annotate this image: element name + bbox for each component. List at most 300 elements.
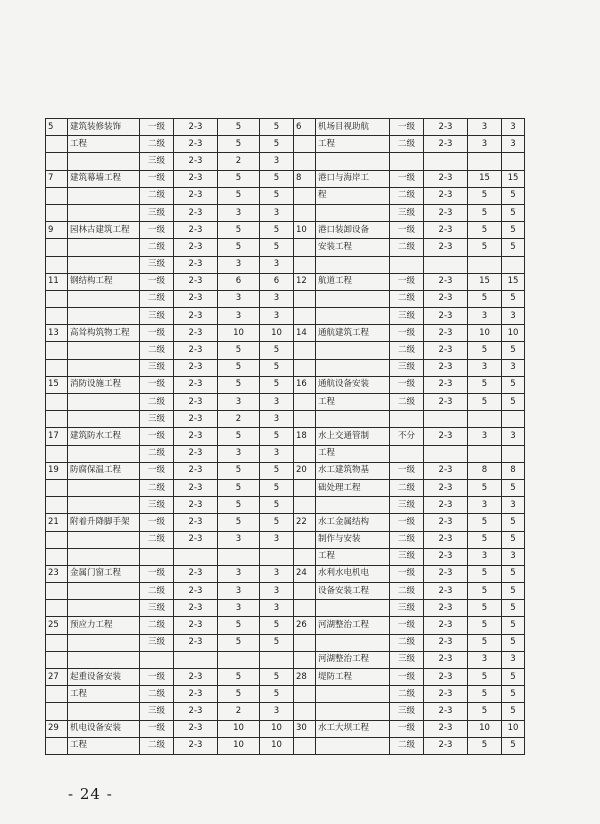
table-cell: 2-3 [424, 479, 468, 496]
table-cell: 3 [260, 290, 294, 307]
table-cell: 7 [46, 170, 68, 187]
table-cell: 5 [502, 204, 525, 221]
table-row [46, 187, 525, 204]
table-cell [294, 153, 316, 170]
table-cell: 5 [502, 669, 525, 686]
table-cell: 二级 [390, 686, 424, 703]
table-cell: 制作与安装 [316, 531, 390, 548]
table-cell: 不分 [390, 428, 424, 445]
table-cell: 9 [46, 222, 68, 239]
table-cell: 25 [46, 617, 68, 634]
table-cell: 设备安装工程 [316, 583, 390, 600]
table-cell [294, 308, 316, 325]
table-cell: 5 [218, 514, 260, 531]
table-cell: 三级 [390, 359, 424, 376]
table-cell: 5 [218, 634, 260, 651]
table-cell: 5 [468, 703, 502, 720]
table-row [46, 686, 525, 703]
table-cell: 一级 [140, 119, 174, 136]
table-cell: 2-3 [424, 394, 468, 411]
table-cell [294, 359, 316, 376]
table-cell: 钢结构工程 [68, 273, 140, 290]
table-cell: 3 [502, 308, 525, 325]
table-cell [46, 634, 68, 651]
table-cell: 三级 [390, 497, 424, 514]
table-row [46, 651, 525, 668]
table-cell: 一级 [390, 462, 424, 479]
table-cell: 三级 [390, 600, 424, 617]
table-cell: 2-3 [174, 583, 218, 600]
table-cell: 5 [218, 170, 260, 187]
table-cell: 5 [260, 222, 294, 239]
table-cell: 2-3 [424, 669, 468, 686]
table-cell: 二级 [140, 737, 174, 754]
table-cell [46, 531, 68, 548]
table-cell: 2-3 [174, 497, 218, 514]
table-cell: 2-3 [424, 342, 468, 359]
table-cell [294, 445, 316, 462]
table-cell: 5 [218, 119, 260, 136]
table-cell [294, 394, 316, 411]
table-cell: 3 [468, 428, 502, 445]
table-cell: 高耸构筑物工程 [68, 325, 140, 342]
table-cell [294, 634, 316, 651]
table-cell: 水工大坝工程 [316, 720, 390, 737]
table-cell: 5 [468, 600, 502, 617]
table-cell: 3 [218, 583, 260, 600]
table-cell: 2-3 [174, 703, 218, 720]
table-cell: 5 [260, 497, 294, 514]
table-cell: 2-3 [174, 565, 218, 582]
table-cell: 2-3 [424, 204, 468, 221]
table-cell: 10 [294, 222, 316, 239]
table-cell [46, 737, 68, 754]
table-cell: 2 [218, 153, 260, 170]
table-cell: 3 [218, 565, 260, 582]
table-cell: 二级 [140, 583, 174, 600]
table-row [46, 720, 525, 737]
table-cell: 3 [218, 394, 260, 411]
table-cell: 一级 [140, 376, 174, 393]
table-cell: 2-3 [174, 325, 218, 342]
table-cell: 建筑幕墙工程 [68, 170, 140, 187]
table-cell: 础处理工程 [316, 479, 390, 496]
table-cell: 11 [46, 273, 68, 290]
table-cell: 水上交通管制 [316, 428, 390, 445]
table-cell [294, 686, 316, 703]
table-cell [316, 600, 390, 617]
table-cell: 一级 [140, 514, 174, 531]
table-cell: 二级 [140, 342, 174, 359]
table-cell: 5 [46, 119, 68, 136]
table-cell: 5 [260, 462, 294, 479]
table-cell: 一级 [140, 565, 174, 582]
table-cell: 一级 [390, 720, 424, 737]
table-cell [46, 136, 68, 153]
table-cell [316, 359, 390, 376]
table-cell: 5 [468, 583, 502, 600]
table-cell: 2-3 [424, 308, 468, 325]
table-cell: 2-3 [174, 686, 218, 703]
table-cell: 15 [502, 273, 525, 290]
table-cell: 工程 [68, 136, 140, 153]
table-cell [68, 239, 140, 256]
table-cell: 5 [218, 222, 260, 239]
table-cell [294, 737, 316, 754]
table-cell: 3 [468, 136, 502, 153]
table-cell: 2-3 [424, 720, 468, 737]
table-cell: 3 [260, 600, 294, 617]
table-cell: 3 [260, 703, 294, 720]
table-cell [68, 256, 140, 273]
table-cell: 3 [468, 359, 502, 376]
table-cell [46, 411, 68, 428]
table-cell: 一级 [390, 170, 424, 187]
table-cell: 一级 [140, 720, 174, 737]
table-cell: 三级 [140, 600, 174, 617]
table-row [46, 290, 525, 307]
table-cell: 二级 [140, 136, 174, 153]
table-cell: 二级 [390, 342, 424, 359]
table-cell [316, 204, 390, 221]
table-cell: 17 [46, 428, 68, 445]
table-cell [46, 342, 68, 359]
table-cell: 一级 [140, 170, 174, 187]
table-cell: 5 [468, 686, 502, 703]
table-cell: 5 [218, 479, 260, 496]
table-cell [424, 153, 468, 170]
table-cell: 5 [218, 342, 260, 359]
table-cell: 15 [46, 376, 68, 393]
table-cell: 港口与海岸工 [316, 170, 390, 187]
table-cell: 5 [218, 669, 260, 686]
table-cell: 5 [468, 737, 502, 754]
table-cell: 航道工程 [316, 273, 390, 290]
table-cell: 2-3 [174, 376, 218, 393]
table-cell: 3 [502, 428, 525, 445]
table-cell: 机电设备安装 [68, 720, 140, 737]
table-cell: 5 [260, 187, 294, 204]
table-cell: 5 [468, 617, 502, 634]
table-cell: 2-3 [424, 239, 468, 256]
table-cell: 2-3 [174, 445, 218, 462]
table-body [46, 119, 525, 755]
table-cell: 2-3 [424, 290, 468, 307]
table-cell: 2-3 [424, 187, 468, 204]
table-cell: 5 [502, 376, 525, 393]
table-cell: 2-3 [424, 119, 468, 136]
table-cell: 2-3 [174, 342, 218, 359]
table-cell: 2-3 [174, 617, 218, 634]
table-cell: 2-3 [174, 153, 218, 170]
table-cell: 2-3 [174, 359, 218, 376]
table-cell: 2-3 [424, 703, 468, 720]
table-cell: 6 [260, 273, 294, 290]
table-cell: 一级 [140, 669, 174, 686]
table-cell [68, 153, 140, 170]
table-row [46, 376, 525, 393]
table-cell: 2-3 [174, 514, 218, 531]
table-cell: 2-3 [424, 651, 468, 668]
table-cell [390, 411, 424, 428]
table-cell: 安装工程 [316, 239, 390, 256]
table-cell: 3 [468, 497, 502, 514]
table-cell: 2-3 [174, 222, 218, 239]
table-row [46, 273, 525, 290]
table-cell: 一级 [390, 325, 424, 342]
table-cell: 2-3 [174, 256, 218, 273]
table-cell: 5 [468, 187, 502, 204]
table-cell [294, 256, 316, 273]
table-row [46, 634, 525, 651]
table-cell: 3 [260, 531, 294, 548]
table-cell: 2-3 [174, 273, 218, 290]
table-cell: 3 [468, 119, 502, 136]
table-cell: 园林古建筑工程 [68, 222, 140, 239]
table-row [46, 479, 525, 496]
table-row [46, 325, 525, 342]
table-cell: 2-3 [174, 394, 218, 411]
table-cell: 堤防工程 [316, 669, 390, 686]
table-cell: 消防设施工程 [68, 376, 140, 393]
table-cell: 3 [218, 308, 260, 325]
table-cell: 15 [468, 170, 502, 187]
table-cell: 5 [468, 290, 502, 307]
table-cell: 一级 [140, 325, 174, 342]
table-cell: 5 [502, 394, 525, 411]
table-cell [316, 290, 390, 307]
table-cell: 2-3 [174, 479, 218, 496]
table-row [46, 222, 525, 239]
table-cell: 20 [294, 462, 316, 479]
table-cell: 一级 [390, 222, 424, 239]
table-cell [68, 204, 140, 221]
table-cell: 2-3 [424, 600, 468, 617]
table-cell: 2-3 [174, 634, 218, 651]
table-cell: 通航建筑工程 [316, 325, 390, 342]
table-cell: 2-3 [174, 204, 218, 221]
table-cell: 21 [46, 514, 68, 531]
table-cell [68, 308, 140, 325]
table-row [46, 153, 525, 170]
table-cell: 5 [468, 394, 502, 411]
table-row [46, 411, 525, 428]
table-row [46, 136, 525, 153]
table-cell [46, 703, 68, 720]
table-cell [424, 256, 468, 273]
table-cell: 5 [260, 359, 294, 376]
table-cell [46, 583, 68, 600]
table-row [46, 565, 525, 582]
table-cell: 29 [46, 720, 68, 737]
table-cell: 5 [502, 290, 525, 307]
table-cell [174, 548, 218, 565]
table-row [46, 737, 525, 754]
table-cell: 二级 [390, 531, 424, 548]
table-cell: 5 [260, 342, 294, 359]
table-cell: 3 [260, 308, 294, 325]
table-cell [46, 239, 68, 256]
table-cell: 5 [502, 479, 525, 496]
table-cell: 3 [502, 359, 525, 376]
table-cell: 3 [468, 308, 502, 325]
table-cell [46, 445, 68, 462]
table-cell [294, 187, 316, 204]
table-cell: 2-3 [424, 686, 468, 703]
table-cell: 2-3 [424, 565, 468, 582]
table-cell [294, 651, 316, 668]
table-cell: 工程 [68, 686, 140, 703]
table-cell: 2-3 [174, 462, 218, 479]
table-cell: 5 [260, 170, 294, 187]
table-cell: 10 [260, 720, 294, 737]
table-cell: 一级 [390, 565, 424, 582]
table-cell [46, 308, 68, 325]
table-cell: 二级 [140, 617, 174, 634]
table-cell: 5 [468, 565, 502, 582]
table-cell [390, 256, 424, 273]
table-cell [140, 651, 174, 668]
table-cell: 二级 [390, 479, 424, 496]
table-cell [390, 153, 424, 170]
table-cell: 28 [294, 669, 316, 686]
table-cell: 10 [260, 325, 294, 342]
table-cell [68, 187, 140, 204]
table-cell: 2-3 [174, 290, 218, 307]
table-cell [294, 411, 316, 428]
table-cell: 二级 [390, 583, 424, 600]
table-cell: 2-3 [424, 583, 468, 600]
table-cell: 5 [468, 204, 502, 221]
table-cell: 预应力工程 [68, 617, 140, 634]
table-cell [68, 411, 140, 428]
table-cell [46, 153, 68, 170]
table-cell: 27 [46, 669, 68, 686]
table-cell: 2-3 [424, 531, 468, 548]
table-cell [294, 583, 316, 600]
table-cell [68, 479, 140, 496]
table-cell: 8 [502, 462, 525, 479]
table-cell: 5 [502, 600, 525, 617]
table-cell: 2-3 [174, 187, 218, 204]
table-cell: 三级 [390, 548, 424, 565]
table-cell: 5 [218, 686, 260, 703]
table-cell [46, 290, 68, 307]
table-cell: 二级 [140, 479, 174, 496]
table-cell: 10 [502, 720, 525, 737]
table-cell [502, 256, 525, 273]
table-cell [260, 548, 294, 565]
table-cell: 三级 [140, 308, 174, 325]
table-cell: 机场目视助航 [316, 119, 390, 136]
table-cell: 二级 [140, 445, 174, 462]
table-row [46, 703, 525, 720]
table-cell: 2 [218, 703, 260, 720]
table-cell: 二级 [140, 531, 174, 548]
table-cell: 10 [468, 720, 502, 737]
table-cell [294, 290, 316, 307]
table-cell: 三级 [140, 204, 174, 221]
table-cell: 工程 [316, 548, 390, 565]
table-cell: 18 [294, 428, 316, 445]
table-cell: 3 [260, 394, 294, 411]
table-cell [390, 445, 424, 462]
table-cell [68, 497, 140, 514]
table-cell: 26 [294, 617, 316, 634]
table-cell: 起重设备安装 [68, 669, 140, 686]
table-row [46, 394, 525, 411]
table-cell: 三级 [390, 308, 424, 325]
table-cell: 2-3 [424, 634, 468, 651]
table-cell: 2-3 [424, 737, 468, 754]
table-cell: 一级 [390, 514, 424, 531]
table-cell: 二级 [390, 394, 424, 411]
table-cell: 工程 [68, 737, 140, 754]
table-cell: 2-3 [424, 514, 468, 531]
table-cell: 三级 [390, 651, 424, 668]
table-cell: 2-3 [174, 737, 218, 754]
table-cell: 15 [502, 170, 525, 187]
table-cell: 水工建筑物基 [316, 462, 390, 479]
table-cell: 12 [294, 273, 316, 290]
table-cell [424, 445, 468, 462]
table-cell: 2 [218, 411, 260, 428]
table-cell [68, 359, 140, 376]
table-cell [218, 651, 260, 668]
table-row [46, 342, 525, 359]
table-cell: 16 [294, 376, 316, 393]
table-cell: 3 [260, 565, 294, 582]
table-cell: 5 [218, 239, 260, 256]
table-cell: 2-3 [174, 531, 218, 548]
table-cell: 5 [502, 342, 525, 359]
table-row [46, 514, 525, 531]
table-cell: 二级 [140, 686, 174, 703]
table-cell [46, 204, 68, 221]
table-cell: 2-3 [424, 273, 468, 290]
table-cell: 5 [260, 617, 294, 634]
table-cell: 2-3 [424, 462, 468, 479]
table-cell [316, 342, 390, 359]
table-cell: 5 [260, 514, 294, 531]
table-row [46, 308, 525, 325]
table-cell: 2-3 [174, 669, 218, 686]
table-cell [502, 445, 525, 462]
table-cell [68, 531, 140, 548]
table-cell: 3 [260, 204, 294, 221]
table-cell: 5 [260, 428, 294, 445]
table-cell: 14 [294, 325, 316, 342]
table-row [46, 445, 525, 462]
table-row [46, 239, 525, 256]
table-cell [174, 651, 218, 668]
table-cell: 23 [46, 565, 68, 582]
table-cell: 3 [502, 119, 525, 136]
table-row [46, 256, 525, 273]
table-cell: 5 [468, 669, 502, 686]
table-cell: 工程 [316, 394, 390, 411]
table-cell: 10 [468, 325, 502, 342]
table-cell: 一级 [140, 273, 174, 290]
table-cell: 5 [218, 462, 260, 479]
table-cell: 二级 [390, 634, 424, 651]
table-cell: 一级 [390, 119, 424, 136]
table-cell [316, 256, 390, 273]
table-cell: 三级 [140, 703, 174, 720]
table-cell [424, 411, 468, 428]
table-cell [502, 153, 525, 170]
table-cell [46, 479, 68, 496]
